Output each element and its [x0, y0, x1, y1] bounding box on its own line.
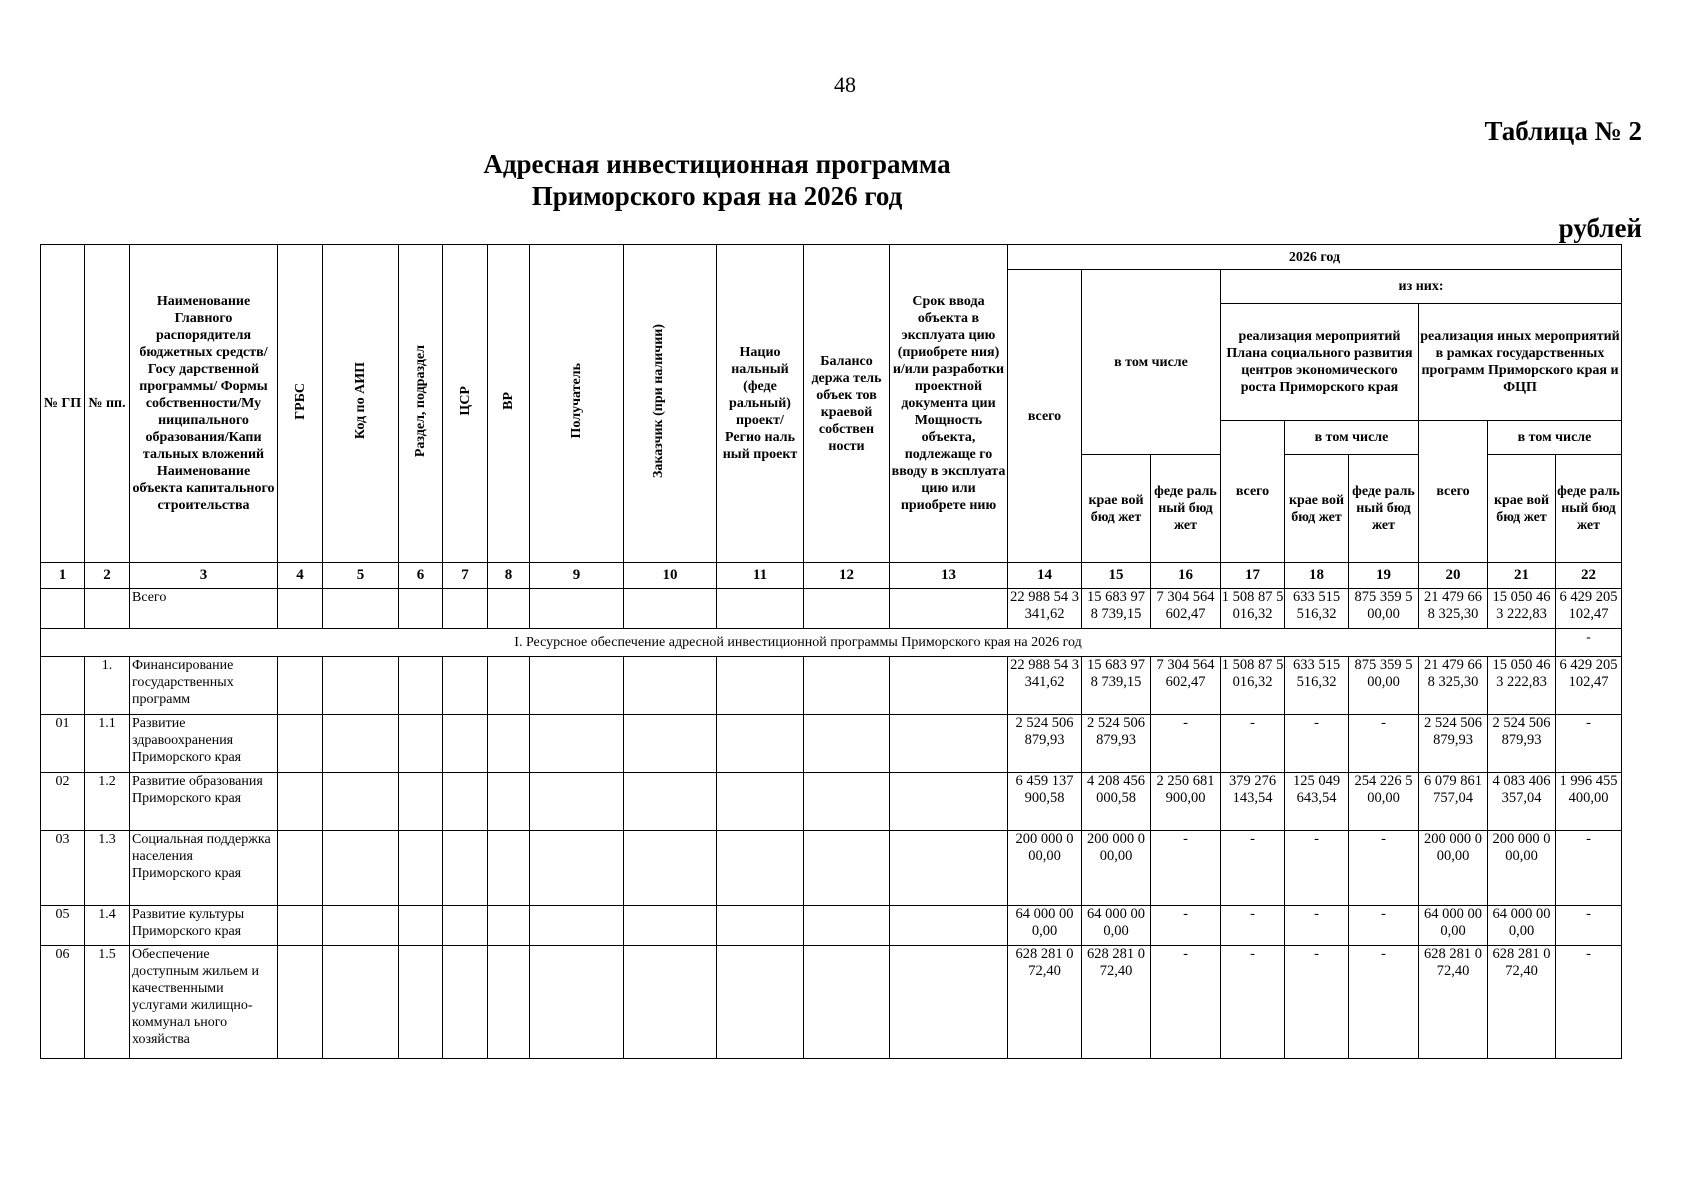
row-value: 7 304 564 602,47	[1151, 657, 1221, 715]
header-fb-19: феде раль ный бюд жет	[1349, 455, 1419, 563]
row-value: 200 000 0 00,00	[1008, 831, 1082, 906]
row-value: -	[1349, 831, 1419, 906]
col-num: 6	[399, 563, 443, 589]
header-name: Наименование Главного распорядителя бюджетных средств/Госу дарственной программы/ Формы собственности/Му ниципального образования/Капи тальных вложений Наименование объекта капитального строительства	[130, 245, 278, 563]
header-customer	[624, 245, 717, 563]
header-recipient-text: Получатель	[569, 363, 584, 439]
row-value: 2 524 506 879,93	[1419, 715, 1488, 773]
total-value: 21 479 66 8 325,30	[1419, 589, 1488, 629]
header-other: реализация иных мероприятий в рамках государственных программ Приморского края и ФЦП	[1419, 304, 1622, 421]
row-value: 200 000 0 00,00	[1419, 831, 1488, 906]
header-kb-15: крае вой бюд жет	[1082, 455, 1151, 563]
column-number-row	[41, 563, 1622, 589]
header-term: Срок ввода объекта в эксплуата цию (приобрете ния) и/или разработки проектной документа ции Мощность объекта, подлежаще го вводу в эксплуата цию или приобрете нию	[890, 245, 1008, 563]
row-value: 1 508 87 5 016,32	[1221, 657, 1285, 715]
header-razdel-text: Раздел, подраздел	[413, 344, 428, 458]
row-value: 379 276 143,54	[1221, 773, 1285, 831]
col-num: 21	[1488, 563, 1556, 589]
table-row	[41, 906, 1622, 946]
header-balance: Балансо держа тель объек тов краевой собствен ности	[804, 245, 890, 563]
header-fb-16: феде раль ный бюд жет	[1151, 455, 1221, 563]
row-value: -	[1151, 831, 1221, 906]
total-value: 15 050 46 3 222,83	[1488, 589, 1556, 629]
col-num: 7	[443, 563, 488, 589]
row-value: 628 281 0 72,40	[1419, 946, 1488, 1059]
row-name: Обеспечение доступным жильем и качественными услугами жилищно-коммунал ьного хозяйства	[130, 946, 278, 1059]
units-label: рублей	[1558, 213, 1642, 243]
row-value: 628 281 0 72,40	[1082, 946, 1151, 1059]
row-value: 254 226 5 00,00	[1349, 773, 1419, 831]
header-aip-text: Код по АИП	[353, 362, 368, 440]
row-value: 64 000 00 0,00	[1082, 906, 1151, 946]
total-value: 633 515 516,32	[1285, 589, 1349, 629]
row-value: -	[1349, 715, 1419, 773]
row-pp: 1.2	[85, 773, 130, 831]
table-row	[41, 715, 1622, 773]
section-row	[41, 629, 1622, 657]
row-value: 6 429 205 102,47	[1556, 657, 1622, 715]
col-num: 19	[1349, 563, 1419, 589]
investment-table	[40, 244, 1622, 1059]
col-num: 22	[1556, 563, 1622, 589]
row-name: Развитие здравоохранения Приморского края	[130, 715, 278, 773]
row-value: 875 359 5 00,00	[1349, 657, 1419, 715]
header-total: всего	[1008, 270, 1082, 563]
col-num: 1	[41, 563, 85, 589]
header-natproject: Нацио нальный (феде ральный) проект/ Регио наль ный проект	[717, 245, 804, 563]
col-num: 15	[1082, 563, 1151, 589]
row-gp: 02	[41, 773, 85, 831]
col-num: 10	[624, 563, 717, 589]
row-value: -	[1221, 906, 1285, 946]
row-value: 22 988 54 3 341,62	[1008, 657, 1082, 715]
total-value: 22 988 54 3 341,62	[1008, 589, 1082, 629]
col-num: 8	[488, 563, 530, 589]
header-vr	[488, 245, 530, 563]
row-value: 6 079 861 757,04	[1419, 773, 1488, 831]
table-header	[41, 245, 1622, 589]
row-value: 21 479 66 8 325,30	[1419, 657, 1488, 715]
row-value: -	[1349, 906, 1419, 946]
header-year: 2026 год	[1008, 245, 1622, 270]
header-fb-22: феде раль ный бюд жет	[1556, 455, 1622, 563]
row-value: -	[1151, 906, 1221, 946]
col-num: 13	[890, 563, 1008, 589]
row-value: 628 281 0 72,40	[1488, 946, 1556, 1059]
table-number: Таблица № 2	[1484, 116, 1642, 146]
col-num: 18	[1285, 563, 1349, 589]
row-value: 200 000 0 00,00	[1082, 831, 1151, 906]
col-num: 11	[717, 563, 804, 589]
row-value: -	[1285, 906, 1349, 946]
title-line-1: Адресная инвестиционная программа	[483, 149, 951, 179]
table-body	[41, 589, 1622, 1059]
title-line-2: Приморского края на 2026 год	[531, 181, 903, 211]
row-value: 64 000 00 0,00	[1008, 906, 1082, 946]
header-grbs	[278, 245, 323, 563]
row-value: -	[1556, 946, 1622, 1059]
header-csr	[443, 245, 488, 563]
row-value: -	[1221, 831, 1285, 906]
col-num: 3	[130, 563, 278, 589]
table-row	[41, 831, 1622, 906]
header-incl: в том числе	[1082, 270, 1221, 455]
section-dash: -	[1556, 629, 1622, 657]
row-value: 4 208 456 000,58	[1082, 773, 1151, 831]
col-num: 20	[1419, 563, 1488, 589]
row-pp: 1.1	[85, 715, 130, 773]
row-value: -	[1285, 715, 1349, 773]
row-name: Развитие культуры Приморского края	[130, 906, 278, 946]
row-value: 15 050 46 3 222,83	[1488, 657, 1556, 715]
row-pp: 1.4	[85, 906, 130, 946]
section-title: I. Ресурсное обеспечение адресной инвестиционной программы Приморского края на 2026 год	[41, 629, 1556, 657]
header-razdel	[399, 245, 443, 563]
row-value: 628 281 0 72,40	[1008, 946, 1082, 1059]
row-value: 64 000 00 0,00	[1488, 906, 1556, 946]
document-title	[0, 148, 1690, 212]
row-value: 2 524 506 879,93	[1082, 715, 1151, 773]
row-value: 2 524 506 879,93	[1488, 715, 1556, 773]
row-value: 4 083 406 357,04	[1488, 773, 1556, 831]
row-value: 125 049 643,54	[1285, 773, 1349, 831]
row-name: Социальная поддержка населения Приморского края	[130, 831, 278, 906]
header-kb-18: крае вой бюд жет	[1285, 455, 1349, 563]
row-value: -	[1221, 946, 1285, 1059]
row-value: 2 250 681 900,00	[1151, 773, 1221, 831]
row-value: -	[1556, 715, 1622, 773]
col-num: 4	[278, 563, 323, 589]
col-num: 2	[85, 563, 130, 589]
header-customer-text: Заказчик (при наличии)	[651, 324, 666, 478]
row-pp: 1.5	[85, 946, 130, 1059]
table-row	[41, 657, 1622, 715]
header-recipient	[530, 245, 624, 563]
row-value: -	[1556, 906, 1622, 946]
total-value: 6 429 205 102,47	[1556, 589, 1622, 629]
header-incl-plan: в том числе	[1285, 421, 1419, 455]
row-value: -	[1221, 715, 1285, 773]
header-grbs-text: ГРБС	[292, 382, 308, 420]
row-gp: 01	[41, 715, 85, 773]
total-value: 7 304 564 602,47	[1151, 589, 1221, 629]
row-value: 200 000 0 00,00	[1488, 831, 1556, 906]
row-pp: 1.3	[85, 831, 130, 906]
row-value: -	[1151, 946, 1221, 1059]
col-num: 14	[1008, 563, 1082, 589]
row-value: 2 524 506 879,93	[1008, 715, 1082, 773]
total-value: 15 683 97 8 739,15	[1082, 589, 1151, 629]
col-num: 12	[804, 563, 890, 589]
row-gp: 05	[41, 906, 85, 946]
header-pp: № пп.	[85, 245, 130, 563]
total-value: 1 508 87 5 016,32	[1221, 589, 1285, 629]
row-value: 6 459 137 900,58	[1008, 773, 1082, 831]
col-num: 16	[1151, 563, 1221, 589]
row-gp	[41, 657, 85, 715]
header-total-17: всего	[1221, 421, 1285, 563]
table-row	[41, 946, 1622, 1059]
col-num: 9	[530, 563, 624, 589]
table-row	[41, 773, 1622, 831]
row-name: Финансирование государственных программ	[130, 657, 278, 715]
row-name: Развитие образования Приморского края	[130, 773, 278, 831]
row-value: 15 683 97 8 739,15	[1082, 657, 1151, 715]
row-value: -	[1349, 946, 1419, 1059]
page-number: 48	[834, 72, 856, 97]
header-aip	[323, 245, 399, 563]
col-num: 5	[323, 563, 399, 589]
header-of-them: из них:	[1221, 270, 1622, 304]
total-row	[41, 589, 1622, 629]
header-gp: № ГП	[41, 245, 85, 563]
total-value: 875 359 5 00,00	[1349, 589, 1419, 629]
row-gp: 06	[41, 946, 85, 1059]
row-value: -	[1285, 831, 1349, 906]
header-total-20: всего	[1419, 421, 1488, 563]
header-csr-text: ЦСР	[457, 386, 473, 416]
total-row-label: Всего	[130, 589, 278, 629]
header-kb-21: крае вой бюд жет	[1488, 455, 1556, 563]
header-incl-other: в том числе	[1488, 421, 1622, 455]
col-num: 17	[1221, 563, 1285, 589]
row-value: -	[1285, 946, 1349, 1059]
row-value: 633 515 516,32	[1285, 657, 1349, 715]
row-gp: 03	[41, 831, 85, 906]
row-value: 1 996 455 400,00	[1556, 773, 1622, 831]
row-value: 64 000 00 0,00	[1419, 906, 1488, 946]
row-pp: 1.	[85, 657, 130, 715]
row-value: -	[1556, 831, 1622, 906]
row-value: -	[1151, 715, 1221, 773]
header-vr-text: ВР	[501, 392, 516, 410]
header-plan: реализация мероприятий Плана социального развития центров экономического роста Приморского края	[1221, 304, 1419, 421]
